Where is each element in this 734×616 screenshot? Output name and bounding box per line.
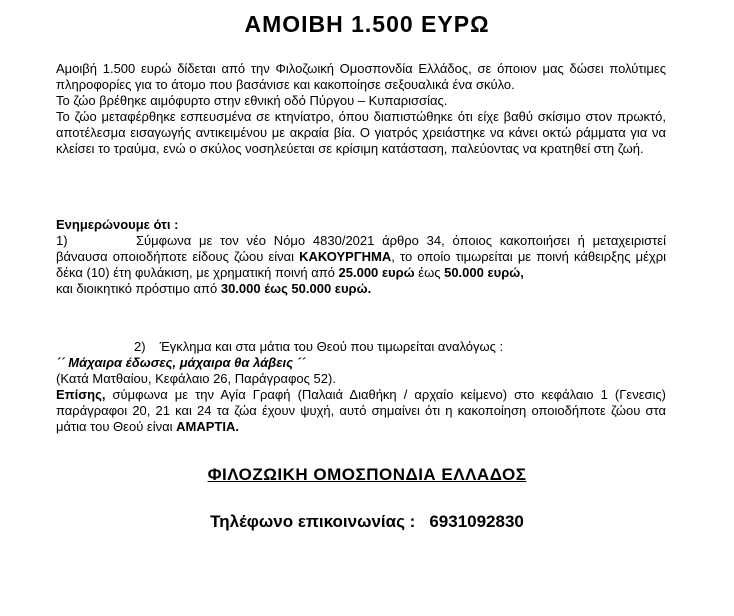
sin-word: ΑΜΑΡΤΙΑ. xyxy=(176,419,239,434)
intro-paragraph-3: Το ζώο μεταφέρθηκε εσπευσμένα σε κτηνίατρο, όπου διαπιστώθηκε ότι είχε βαθύ σκίσιμο στον πρωκτό, αποτέλεσμα εισαγωγής αντικειμένου με ακραία βία. Ο γιατρός χρειάστηκε να κάνει οκτώ ράμματα για να κλείσει το τραύμα, ενώ ο σκύλος νοσηλεύεται σε κρίσιμη κατάσταση, παλεύοντας να κρατηθεί στη ζωή. xyxy=(56,109,666,156)
item-1-text-c: έως xyxy=(414,265,445,280)
intro-paragraph-2: Το ζώο βρέθηκε αιμόφυρτο στην εθνική οδό Πύργου – Κυπαρισσίας. xyxy=(56,93,448,108)
intro-paragraph-1: Αμοιβή 1.500 ευρώ δίδεται από την Φιλοζωική Ομοσπονδία Ελλάδος, σε όποιον μας δώσει πολύτιμες πληροφορίες για το άτομο που βασάνισε και κακοποίησε σεξουαλικά ένα σκύλο. xyxy=(56,61,666,92)
organization-name: ΦΙΛΟΖΩΙΚΗ ΟΜΟΣΠΟΝΔΙΑ ΕΛΛΑΔΟΣ xyxy=(207,465,527,484)
item-2-text: Έγκλημα και στα μάτια του Θεού που τιμωρείται αναλόγως : xyxy=(159,339,504,354)
item-1-number: 1) xyxy=(56,233,68,248)
law-item-2 xyxy=(56,339,666,355)
contact-line xyxy=(0,512,734,532)
bible-quote: ´´ Μάχαιρα έδωσες, μάχαιρα θα λάβεις ´´ xyxy=(56,355,306,370)
fine-from: 25.000 ευρώ xyxy=(338,265,415,280)
contact-label: Τηλέφωνο επικοινωνίας : xyxy=(210,512,416,531)
bible-reference: (Κατά Ματθαίου, Κεφάλαιο 26, Παράγραφος 52). xyxy=(56,371,336,386)
fine-to: 50.000 ευρώ, xyxy=(444,265,524,280)
religion-section xyxy=(56,339,666,435)
inform-section xyxy=(56,217,666,297)
admin-fine-text: και διοικητικό πρόστιμο από xyxy=(56,281,221,296)
also-label: Επίσης, xyxy=(56,387,106,402)
genesis-paragraph xyxy=(56,387,666,435)
reward-title: ΑΜΟΙΒΗ 1.500 ΕΥΡΩ xyxy=(244,11,490,37)
contact-phone: 6931092830 xyxy=(429,512,524,531)
intro-section xyxy=(56,61,666,157)
item-1-text-b: , το οποίο τιμωρείται με ποινή κάθειρξης μέχρι δέκα (10) έτη φυλάκιση, με χρηματική ποινή από xyxy=(56,249,666,280)
item-1-text-a: Σύμφωνα με τον νέο Νόμο 4830/2021 άρθρο 34, όποιος κακοποιήσει ή μεταχειριστεί βάναυσα οποιοδήποτε είδους ζώου είναι xyxy=(56,233,666,264)
item-2-number: 2) xyxy=(134,339,146,354)
law-item-1 xyxy=(56,233,666,281)
admin-fine-line xyxy=(56,281,666,297)
admin-fine-amount: 30.000 έως 50.000 ευρώ. xyxy=(220,281,372,296)
also-text: σύμφωνα με την Αγία Γραφή (Παλαιά Διαθήκη / αρχαίο κείμενο) στο κεφάλαιο 1 (Γενεσις) παράγραφοι 20, 21 και 24 τα ζώα έχουν ψυχή, αυτό σημαίνει ότι η κακοποίηση οποιοδήποτε ζώου στα μάτια του Θεού είναι xyxy=(56,387,666,434)
inform-heading: Ενημερώνουμε ότι : xyxy=(56,217,179,232)
crime-label: ΚΑΚΟΥΡΓΗΜΑ xyxy=(299,249,392,264)
